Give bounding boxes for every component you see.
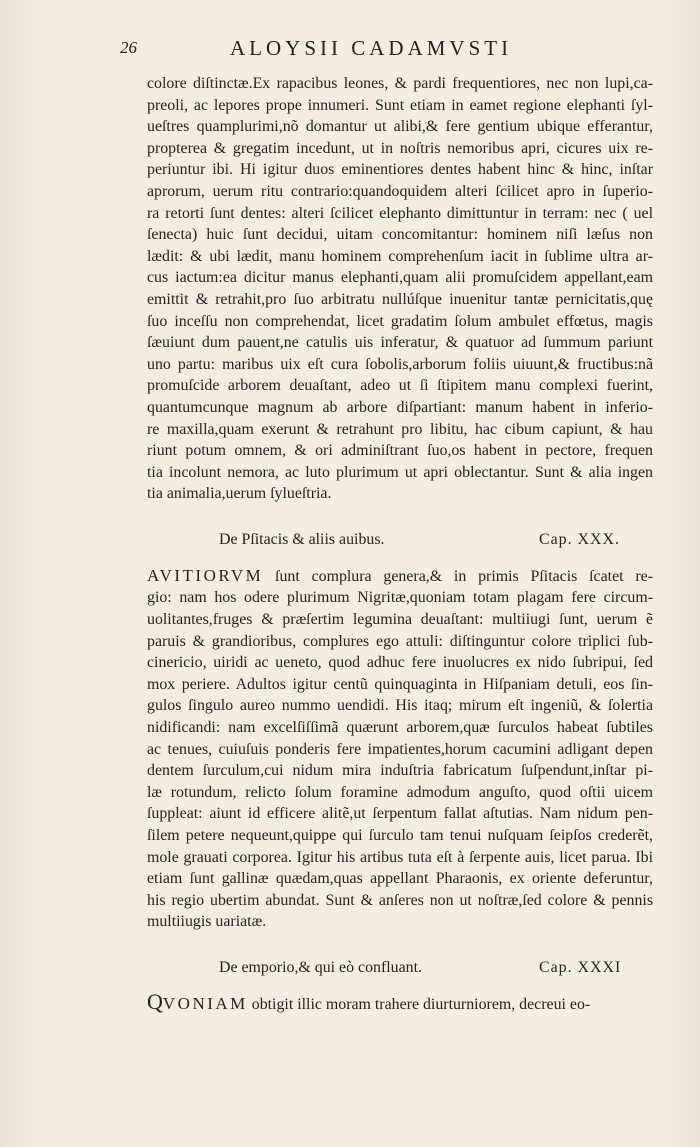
text-line: gio: nam hos odere plurimum Nigritæ,quoniam totam plagam fere circum- [147,589,653,607]
text-line: nidificandi: nam excelſiſſimã quærunt arborem,quæ ſurculos habeat ſubtiles [147,719,653,737]
text-line: periuntur ibi. Hi igitur duos eminentiores dentes habent hinc & hinc, inſtar [147,161,653,179]
text-line: ra retorti ſunt dentes: alteri ſcilicet elephanto dimittuntur in terram: nec ( uel [147,204,653,222]
text-line: colore diſtinctæ.Ex rapacibus leones, & pardi frequentiores, nec non lupi,ca- [147,75,653,92]
initial-letter: Q [147,988,163,1014]
text-line: riunt potum omnem, & ori adminiſtrant ſuo,os habent in pectore, frequen [147,442,653,460]
text-line: tia animalia,uerum ſylueſtria. [147,485,332,503]
text-line: aprorum, uerum ritu contrario:quandoquidem alteri ſcilicet apro in ſuperio- [147,182,653,200]
folio-number: 26 [120,38,137,57]
text-line: dentem ſurculum,cui nidum mira induſtria fabricatum ſuſpendunt,inſtar pi- [147,762,653,780]
paragraph-parrots [147,565,653,933]
chapter-heading-30 [147,529,653,555]
text-line: ſuppleat: aiunt id efficere alitẽ,ut ſerpentum fallat aſtutias. Nam nidum pen- [147,805,653,823]
text-line: ueſtres quamplurimi,nõ domantur ut alibi,& fere gentium ubique efferantur, [147,118,653,136]
text-line: emittit & retrahit,pro ſuo arbitratu nullúſque inuenitur tantæ pernicitatis,quę [147,290,653,308]
text-line: re maxilla,quam exerunt & retrahunt pro libitu, hac cibum capiunt, & hau [147,420,653,438]
chapter-title: De Pſitacis & aliis auibus. [219,530,385,548]
line-text: ſunt complura genera,& in primis Pſitacis ſcatet re- [263,567,653,585]
text-line: cus iactum:ea dicitur manus elephanti,quam alii promuſcidem appellant,eam [147,269,653,287]
chapter-heading-31 [147,957,653,983]
text-line: ſenecta) huic ſunt decidui, uitam concomitantur: hominem niſi læſus non [147,226,653,244]
text-line: uolitantes,fruges & præſertim legumina deuaſtant: multiiugi ſunt, uerum ẽ [147,611,653,629]
initial-word: AVITIORVM [147,565,264,585]
paragraph-text: obtigit illic moram trahere diurturniorem, decreui eo- [247,995,591,1013]
initial-word: VONIAM [162,993,248,1013]
text-line: preoli, ac lepores prope innumeri. Sunt etiam in eamet regione elephanti ſyl- [147,96,653,114]
paragraph-emporium [147,988,653,1016]
text-line: ſæuiunt dum pauent,ne catulis uis inferatur, & quatuor ad ſummum pariunt [147,334,653,352]
text-line: ac tenues, cuiuſuis ponderis fere impatientes,horum cacumini adligant depen [147,740,653,758]
text-line: ſuo inceſſu non comprehendat, licet gradatim ſolum ambulet effœtus, magis [147,312,653,330]
text-line: propterea & gregatim incedunt, ut in noſtris nemoribus apri, cicures uix re- [147,139,653,157]
text-line: his regio ubertim abundat. Sunt & anſeres non ut noſtræ,ſed colore & pennis [147,891,653,909]
paragraph-elephants [147,73,653,505]
page-header [120,36,660,66]
text-line: mox periere. Adultos igitur centũ quinquaginta in Hiſpaniam detuli, eos ſin- [147,675,653,693]
chapter-number: Cap. XXXI [539,958,622,976]
text-line: uno partu: maribus uix eſt cura ſobolis,arborum foliis uiuunt,& fructibus:nã [147,355,653,373]
text-line: læ rotundum, relicto ſolum foramine admodum anguſto, quod oſtii uicem [147,783,653,801]
text-line: paruis & grandioribus, complures ego attuli: diſtinguntur colore triplici ſub- [147,632,653,650]
running-head: ALOYSII CADAMVSTI [230,36,513,60]
text-line: gulos ſingulo aureo nummo uendidi. His itaq; mirum eſt ingeniũ, & ſolertia [147,697,653,715]
text-line: promuſcide arborem deuaſtant, adeo ut ſi ſtipitem manu complexi fuerint, [147,377,653,395]
chapter-title: De emporio,& qui eò confluant. [219,958,422,976]
text-line: multiiugis uariatæ. [147,913,267,931]
text-line: cinericio, uiridi ac ueneto, quod adhuc fere inuolucres ex nido ſubripui, ſed [147,654,653,672]
text-line [147,565,653,588]
text-line: lædit: & ubi lædit, manu hominem comprehenſum iacit in ſublime ultra ar- [147,247,653,265]
text-line: mole grauati corporea. Igitur his artibus tuta eſt à ſerpente auis, licet parua. Ibi [147,848,653,866]
text-line: tia incolunt nemora, ac luto plurimum ut apri oblectantur. Sunt & alia ingen [147,463,653,481]
text-block [147,73,653,1016]
chapter-number: Cap. XXX. [539,530,620,548]
text-line: quantumcunque magnum ab arbore diſpartiant: manum habent in inferio- [147,398,653,416]
text-line: ſilem petere nequeunt,quippe qui ſurculo tam tenui nuſquam ſeipſos crederẽt, [147,827,653,844]
text-line: etiam ſunt gallinæ quædam,quas appellant Pharaonis, ex oriente deferuntur, [147,870,653,888]
